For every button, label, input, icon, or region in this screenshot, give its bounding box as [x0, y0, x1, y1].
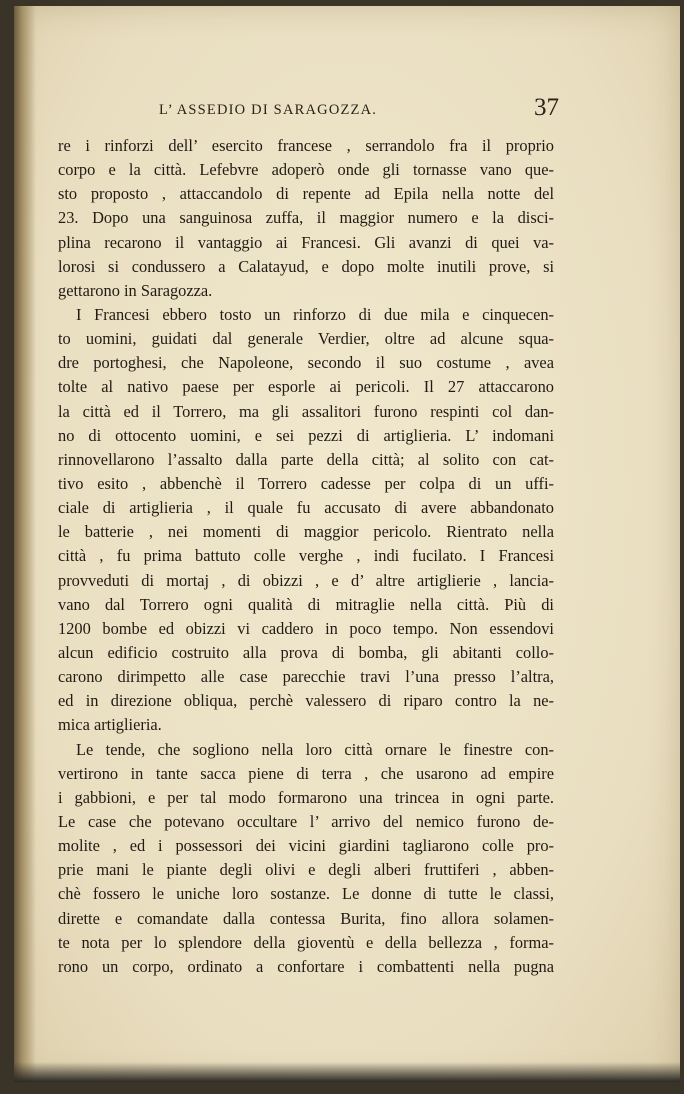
text-line: vertirono in tante sacca piene di terra , che usarono ad empire: [58, 763, 554, 783]
text-line: rono un corpo, ordinato a confortare i combattenti nella pugna: [58, 956, 554, 976]
text-line: re i rinforzi dell’ esercito francese , serrandolo fra il proprio: [58, 136, 554, 155]
paragraph-first-line: Le tende, che sogliono nella loro città ornare le finestre con-: [76, 739, 554, 759]
text-line: Le case che potevano occultare l’ arrivo del nemico furono de-: [58, 811, 554, 831]
page-number: 37: [534, 94, 559, 121]
paragraph-first-line: I Francesi ebbero tosto un rinforzo di due mila e cinquecen-: [76, 304, 554, 324]
text-line: la città ed il Torrero, ma gli assalitori furono respinti col dan-: [58, 401, 554, 421]
text-line: molite , ed i possessori dei vicini giardini tagliarono colle pro-: [58, 836, 554, 856]
text-line: carono dirimpetto alle case parecchie travi l’una presso l’altra,: [58, 667, 554, 687]
text-line: vano dal Torrero ogni qualità di mitraglie nella città. Più di: [58, 594, 554, 614]
text-line: to uomini, guidati dal generale Verdier, oltre ad alcune squa-: [58, 329, 554, 349]
text-line: ed in direzione obliqua, perchè valessero di riparo contro la ne-: [58, 691, 554, 711]
text-line: tivo esito , abbenchè il Torrero cadesse per colpa di un uffi-: [58, 473, 554, 493]
text-line: le batterie , nei momenti di maggior pericolo. Rientrato nella: [58, 522, 554, 542]
page-header: [159, 94, 559, 130]
text-line: tolte al nativo paese per esporle ai pericoli. Il 27 attaccarono: [58, 377, 554, 397]
text-line: 1200 bombe ed obizzi vi caddero in poco tempo. Non essendovi: [58, 618, 554, 638]
text-line: rinnovellarono l’assalto dalla parte della città; al solito con cat-: [58, 449, 554, 469]
text-line: gettarono in Saragozza.: [58, 280, 213, 300]
text-line: corpo e la città. Lefebvre adoperò onde gli tornasse vano que-: [58, 160, 554, 180]
binding-gutter: [14, 6, 36, 1082]
running-title: L’ ASSEDIO DI SARAGOZZA.: [159, 102, 378, 118]
text-line: te nota per lo splendore della gioventù e della bellezza , forma-: [58, 932, 554, 952]
text-line: i gabbioni, e per tal modo formarono una trincea in ogni parte.: [58, 787, 554, 807]
text-line: prie mani le piante degli olivi e degli alberi fruttiferi , abben-: [58, 860, 554, 880]
page-bottom-shadow: [14, 1062, 680, 1082]
text-line: plina recarono il vantaggio ai Francesi. Gli avanzi di quei va-: [58, 232, 554, 252]
text-line: città , fu prima battuto colle verghe , indi fucilato. I Francesi: [58, 546, 554, 566]
text-line: lorosi si condussero a Calatayud, e dopo molte inutili prove, si: [58, 256, 554, 276]
text-line: dirette e comandate dalla contessa Burita, fino allora solamen-: [58, 908, 554, 928]
text-line: chè fossero le uniche loro sostanze. Le donne di tutte le classi,: [58, 884, 554, 904]
body-text: [58, 134, 554, 979]
text-line: ciale di artiglieria , il quale fu accusato di avere abbandonato: [58, 498, 554, 518]
text-line: mica artiglieria.: [58, 715, 162, 735]
text-line: 23. Dopo una sanguinosa zuffa, il maggior numero e la disci-: [58, 208, 554, 228]
text-line: dre portoghesi, che Napoleone, secondo il suo costume , avea: [58, 353, 554, 373]
book-page: [14, 6, 680, 1082]
text-line: provveduti di mortaj , di obizzi , e d’ altre artiglierie , lancia-: [58, 570, 554, 590]
text-line: no di ottocento uomini, e sei pezzi di artiglieria. L’ indomani: [58, 425, 554, 445]
text-line: alcun edificio costruito alla prova di bomba, gli abitanti collo-: [58, 642, 554, 662]
text-line: sto proposto , attaccandolo di repente ad Epila nella notte del: [58, 184, 554, 204]
